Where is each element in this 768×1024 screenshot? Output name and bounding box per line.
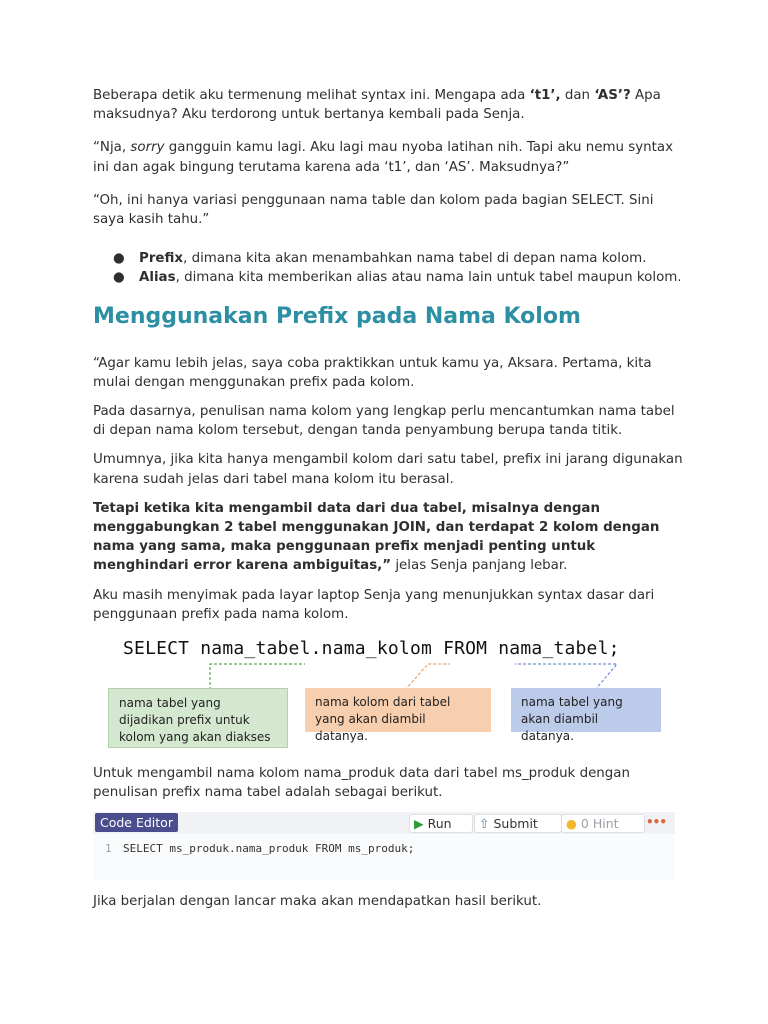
paragraph-dialogue: “Nja, sorry gangguin kamu lagi. Aku lagi mau nyoba latihan nih. Tapi aku nemu syntax ini dan agak bingung terutama karena ada ‘t1’, dan ‘AS’. Maksudnya?” bbox=[93, 140, 674, 175]
upload-icon: ⇧ bbox=[479, 816, 490, 832]
bullet-icon: ● bbox=[113, 251, 125, 267]
paragraph: Aku masih menyimak pada layar laptop Senja yang menunjukkan syntax dasar dari penggunaan prefix pada nama kolom. bbox=[93, 587, 655, 622]
paragraph: Umumnya, jika kita hanya mengambil kolom dari satu tabel, prefix ini jarang digunakan karena sudah jelas dari tabel mana kolom itu berasal. bbox=[93, 452, 683, 487]
paragraph: Pada dasarnya, penulisan nama kolom yang lengkap perlu mencantumkan nama tabel di depan nama kolom tersebut, dengan tanda penyambung berupa tanda titik. bbox=[93, 404, 675, 439]
list-item: ● Prefix, dimana kita akan menambahkan nama tabel di depan nama kolom. bbox=[93, 249, 683, 268]
editor-toolbar bbox=[93, 812, 675, 835]
play-icon: ▶ bbox=[414, 816, 424, 832]
sql-syntax: SELECT nama_tabel.nama_kolom FROM nama_tabel; bbox=[123, 638, 620, 660]
hint-button[interactable]: ● 0 Hint bbox=[561, 814, 645, 833]
bullet-list bbox=[93, 249, 683, 287]
paragraph: Jika berjalan dengan lancar maka akan mendapatkan hasil berikut. bbox=[93, 894, 542, 910]
more-options-icon[interactable]: ••• bbox=[646, 815, 667, 830]
prefix-explanation-box: nama tabel yang dijadikan prefix untuk kolom yang akan diakses bbox=[108, 688, 288, 748]
column-explanation-box: nama kolom dari tabel yang akan diambil datanya. bbox=[305, 688, 491, 732]
code-editor bbox=[93, 812, 675, 880]
paragraph: “Agar kamu lebih jelas, saya coba praktikkan untuk kamu ya, Aksara. Pertama, kita mulai dengan menggunakan prefix pada kolom. bbox=[93, 355, 652, 390]
paragraph-answer: “Oh, ini hanya variasi penggunaan nama table dan kolom pada bagian SELECT. Sini saya kasih tahu.” bbox=[93, 192, 654, 228]
section-heading: Menggunakan Prefix pada Nama Kolom bbox=[93, 303, 581, 329]
paragraph: Untuk mengambil nama kolom nama_produk data dari tabel ms_produk dengan penulisan prefix nama tabel adalah sebagai berikut. bbox=[93, 766, 630, 801]
submit-button[interactable]: ⇧ Submit bbox=[474, 814, 562, 833]
bullet-icon: ● bbox=[113, 270, 125, 286]
list-item: ● Alias, dimana kita memberikan alias atau nama lain untuk tabel maupun kolom. bbox=[93, 268, 683, 287]
prefix-syntax-diagram bbox=[105, 638, 665, 750]
paragraph-question: Beberapa detik aku termenung melihat syntax ini. Mengapa ada ‘t1’, dan ‘AS’? Apa maksudnya? Aku terdorong untuk bertanya kembali pada Senja. bbox=[93, 88, 661, 123]
run-button[interactable]: ▶ Run bbox=[409, 814, 473, 833]
code-line: SELECT ms_produk.nama_produk FROM ms_produk; bbox=[123, 842, 415, 856]
lightbulb-icon: ● bbox=[566, 816, 577, 832]
line-number: 1 bbox=[105, 842, 112, 856]
editor-title: Code Editor bbox=[95, 813, 178, 832]
article-page bbox=[93, 86, 683, 912]
paragraph-emphasis: Tetapi ketika kita mengambil data dari dua tabel, misalnya dengan menggabungkan 2 tabel menggunakan JOIN, dan terdapat 2 kolom dengan nama yang sama, maka penggunaan prefix menjadi penting untuk menghindari error karena ambiguitas,” jelas Senja panjang lebar. bbox=[93, 500, 660, 574]
code-area[interactable] bbox=[93, 834, 675, 880]
table-explanation-box: nama tabel yang akan diambil datanya. bbox=[511, 688, 661, 732]
